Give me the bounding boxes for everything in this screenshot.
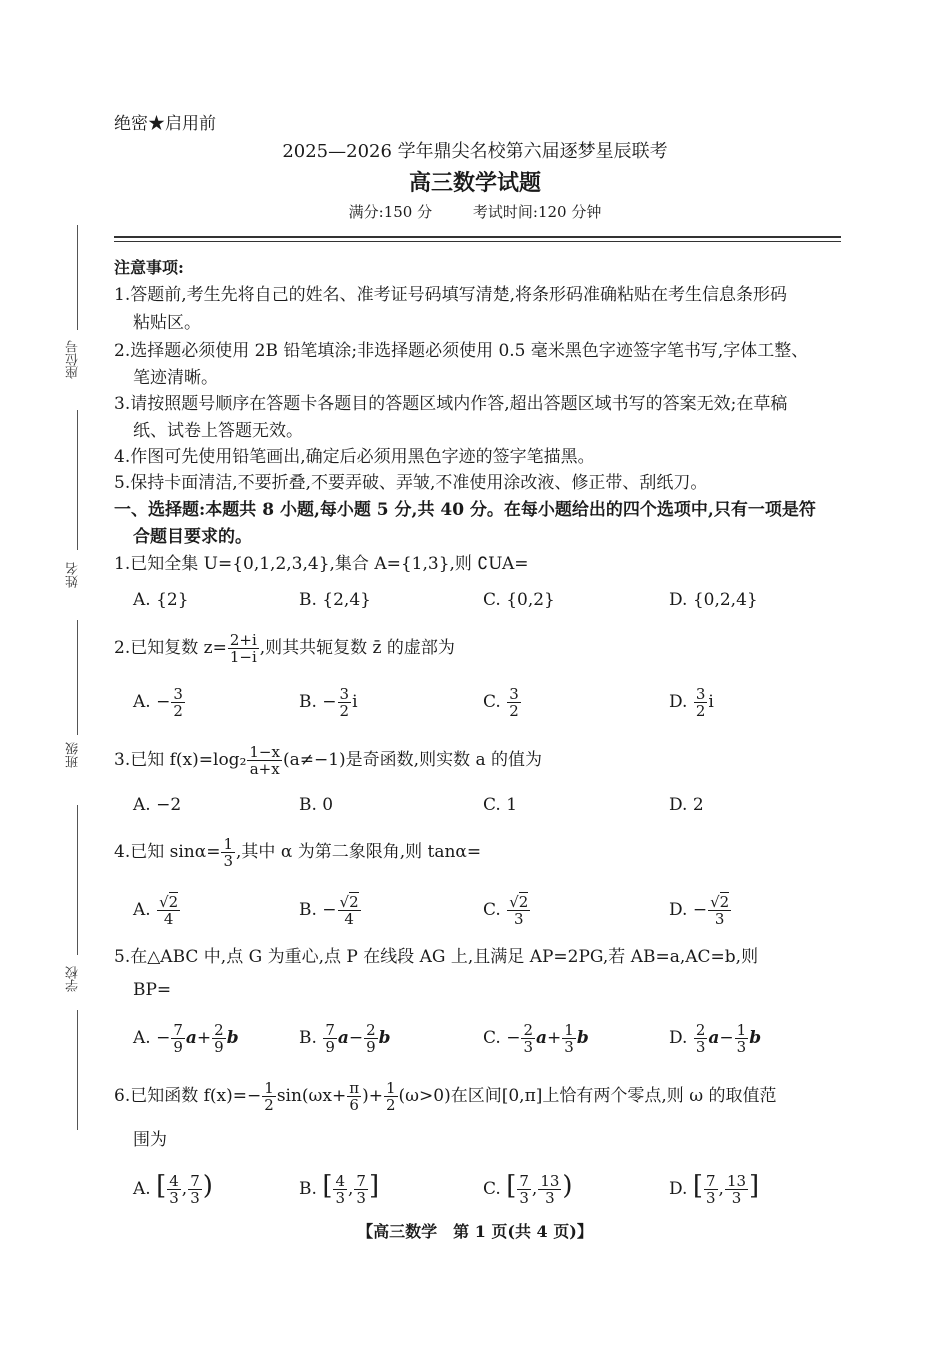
side-label-class: 班级 bbox=[66, 742, 81, 768]
subject-title: 高三数学试题 bbox=[408, 170, 541, 196]
q3-num: 1−x bbox=[249, 743, 280, 761]
q6-middle: sin(ωx+ bbox=[276, 1086, 347, 1106]
notice-line: 1.答题前,考生先将自己的姓名、准考证号码填写清楚,将条形码准确粘贴在考生信息条形码 bbox=[114, 285, 788, 305]
q2-option-c: C. $\frac{3}{2}$ bbox=[483, 685, 519, 720]
q1-option-c: C. {0,2} bbox=[483, 590, 555, 610]
notice-line: 2.选择题必须使用 2B 铅笔填涂;非选择题必须使用 0.5 毫米黑色字迹签字笔书写,字体工整、 bbox=[114, 341, 809, 361]
q4-fraction bbox=[221, 836, 235, 869]
q2-option-a: A. − $\frac{3}{2}$ bbox=[133, 685, 183, 720]
q3-suffix: (a≠−1)是奇函数,则实数 a 的值为 bbox=[282, 750, 543, 770]
question-3-stem bbox=[114, 744, 542, 777]
exam-time: 考试时间:120 分钟 bbox=[472, 203, 602, 221]
q1-option-b: B. {2,4} bbox=[299, 590, 371, 610]
q6-option-b: B. [ $\frac{4}{3}$ , $\frac{7}{3}$ ] bbox=[299, 1171, 380, 1207]
page-footer: 【高三数学 第 1 页(共 4 页)】 bbox=[357, 1222, 593, 1241]
q4-suffix: ,其中 α 为第二象限角,则 tanα= bbox=[236, 842, 482, 862]
q3-option-b: B. 0 bbox=[299, 795, 334, 815]
question-4-stem bbox=[114, 836, 481, 869]
q2-option-b: B. − $\frac{3}{2}$ i bbox=[299, 685, 358, 720]
q1-option-d: D. {0,2,4} bbox=[669, 590, 758, 610]
q1-option-a: A. {2} bbox=[133, 590, 189, 610]
section-heading: 一、选择题:本题共 8 小题,每小题 5 分,共 40 分。在每小题给出的四个选项中,只有一项是符 bbox=[114, 500, 816, 520]
q2-suffix: ,则其共轭复数 z̄ 的虚部为 bbox=[259, 638, 455, 658]
q6-option-a: A. [ $\frac{4}{3}$ , $\frac{7}{3}$ ) bbox=[133, 1171, 213, 1207]
exam-title: 2025—2026 学年鼎尖名校第六届逐梦星辰联考 bbox=[282, 141, 668, 162]
q3-fraction bbox=[247, 744, 282, 777]
q5-option-d: D. $\frac{2}{3}$ a− $\frac{1}{3}$ b bbox=[669, 1021, 762, 1056]
section-heading-cont: 合题目要求的。 bbox=[133, 527, 252, 547]
question-6-stem: 6.已知函数 f(x)=− $\frac{1}{2}$ sin(ωx+ $\frac{\pi}{6}$ )+ $\frac{1}{2}$ (ω>0)在区间[0,π]上恰有两个零点,则 ω 的取值范 bbox=[114, 1079, 777, 1114]
q6-after: )+ bbox=[362, 1086, 383, 1106]
q6-prefix: 6.已知函数 f(x)=− bbox=[114, 1086, 262, 1106]
q2-option-d: D. $\frac{3}{2}$ i bbox=[669, 685, 714, 720]
confidential-label: 绝密★启用前 bbox=[114, 114, 216, 134]
full-score: 满分:150 分 bbox=[348, 203, 433, 221]
q4-option-d: D. − $\frac{√2}{3}$ bbox=[669, 893, 730, 928]
q6-suffix: (ω>0)在区间[0,π]上恰有两个零点,则 ω 的取值范 bbox=[398, 1086, 777, 1106]
notice-line: 4.作图可先使用铅笔画出,确定后必须用黑色字迹的签字笔描黑。 bbox=[114, 447, 595, 467]
q2-fraction bbox=[228, 632, 259, 665]
q4-prefix: 4.已知 sinα= bbox=[114, 842, 221, 862]
question-1-stem: 1.已知全集 U={0,1,2,3,4},集合 A={1,3},则 ∁UA= bbox=[114, 554, 529, 574]
side-line bbox=[77, 620, 78, 735]
question-2-stem bbox=[114, 632, 455, 665]
q2-prefix: 2.已知复数 z= bbox=[114, 638, 227, 658]
q4-num: 1 bbox=[223, 835, 234, 853]
q6-option-c: C. [ $\frac{7}{3}$ , $\frac{13}{3}$ ) bbox=[483, 1171, 573, 1207]
side-line bbox=[77, 410, 78, 550]
notice-line: 纸、试卷上答题无效。 bbox=[133, 421, 303, 441]
notice-heading: 注意事项: bbox=[114, 258, 184, 277]
question-5-stem-cont: BP= bbox=[133, 980, 172, 1000]
side-label-name: 姓名 bbox=[66, 562, 81, 588]
question-5-stem: 5.在△ABC 中,点 G 为重心,点 P 在线段 AG 上,且满足 AP=2PG,若 AB=a,AC=b,则 bbox=[114, 947, 759, 967]
notice-line: 粘贴区。 bbox=[133, 313, 201, 333]
q3-prefix: 3.已知 f(x)=log₂ bbox=[114, 750, 247, 770]
side-line bbox=[77, 1010, 78, 1130]
q3-option-a: A. −2 bbox=[133, 795, 182, 815]
q2-den: 1−i bbox=[229, 648, 257, 666]
q3-option-c: C. 1 bbox=[483, 795, 518, 815]
notice-line: 5.保持卡面清洁,不要折叠,不要弄破、弄皱,不准使用涂改液、修正带、刮纸刀。 bbox=[114, 473, 708, 493]
q5-option-c: C. − $\frac{2}{3}$ a+ $\frac{1}{3}$ b bbox=[483, 1021, 589, 1056]
header-rule-thick bbox=[114, 236, 841, 238]
q2-num: 2+i bbox=[229, 631, 257, 649]
side-line bbox=[77, 225, 78, 330]
q4-option-b: B. − $\frac{√2}{4}$ bbox=[299, 893, 359, 928]
question-6-stem-cont: 围为 bbox=[133, 1130, 167, 1150]
q3-option-d: D. 2 bbox=[669, 795, 704, 815]
header-rule-thin bbox=[114, 241, 841, 242]
exam-meta bbox=[0, 202, 950, 222]
side-label-school: 学校 bbox=[66, 966, 81, 992]
notice-line: 笔迹清晰。 bbox=[133, 368, 218, 388]
q4-den: 3 bbox=[223, 852, 234, 870]
q4-option-c: C. $\frac{√2}{3}$ bbox=[483, 893, 529, 928]
q5-option-a: A. − $\frac{7}{9}$ a+ $\frac{2}{9}$ b bbox=[133, 1021, 239, 1056]
side-label-seat: 座位号 bbox=[66, 340, 81, 379]
q6-option-d: D. [ $\frac{7}{3}$ , $\frac{13}{3}$ ] bbox=[669, 1171, 760, 1207]
q3-den: a+x bbox=[249, 760, 280, 778]
q4-option-a: A. $\frac{√2}{4}$ bbox=[133, 893, 179, 928]
side-line bbox=[77, 805, 78, 955]
notice-line: 3.请按照题号顺序在答题卡各题目的答题区域内作答,超出答题区域书写的答案无效;在草稿 bbox=[114, 394, 788, 414]
q5-option-b: B. $\frac{7}{9}$ a− $\frac{2}{9}$ b bbox=[299, 1021, 391, 1056]
